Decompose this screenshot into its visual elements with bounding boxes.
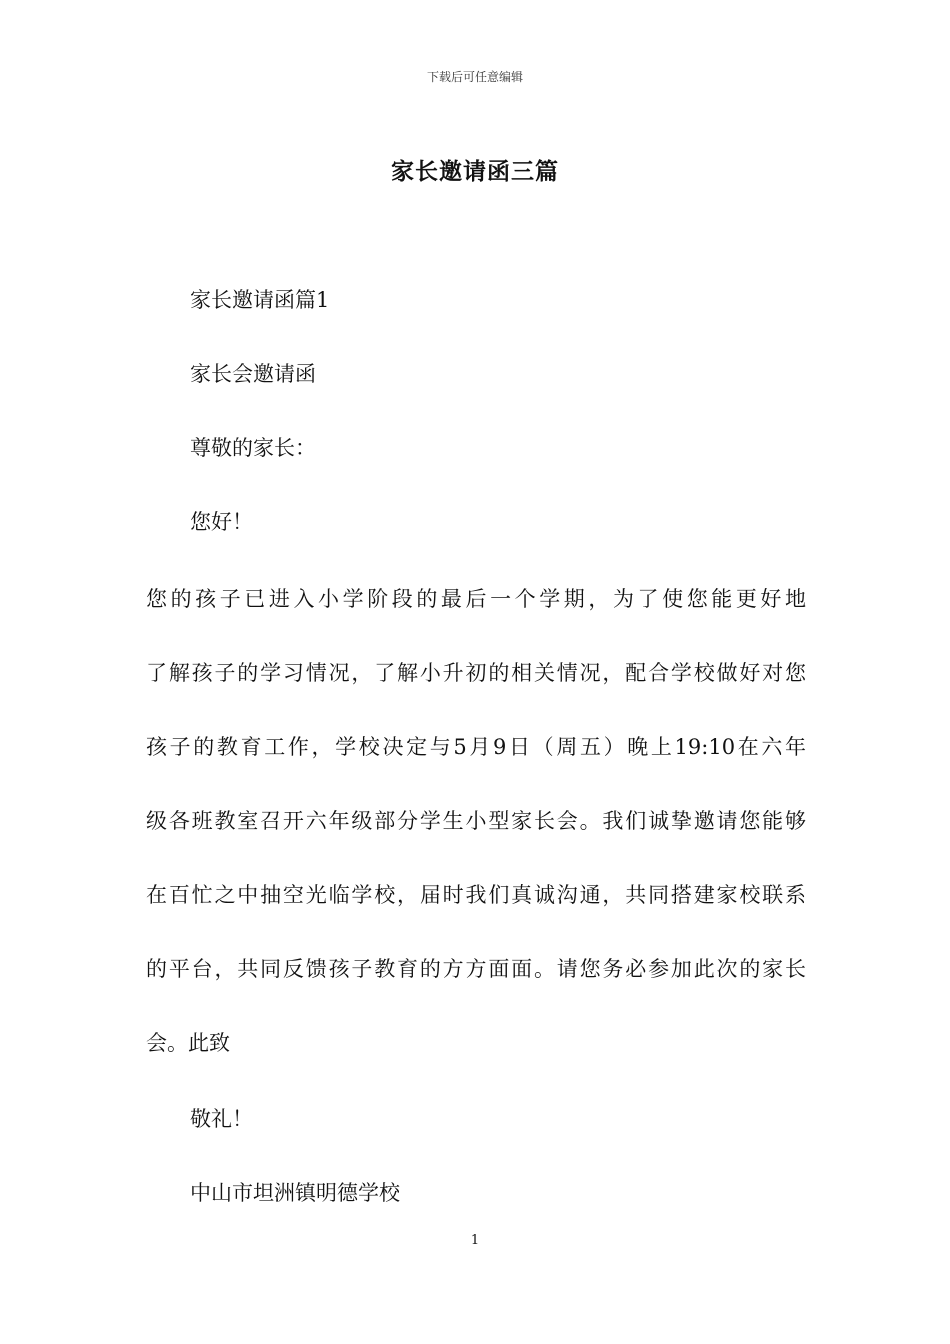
greeting: 您好！ (190, 510, 253, 534)
body-line-2: 了解孩子的学习情况，了解小升初的相关情况，配合学校做好对您 (146, 661, 806, 685)
body-line-5: 在百忙之中抽空光临学校，届时我们真诚沟通，共同搭建家校联系 (146, 883, 806, 907)
salutation: 尊敬的家长： (190, 436, 316, 460)
document-title: 家长邀请函三篇 (391, 158, 559, 185)
body-line-1: 您的孩子已进入小学阶段的最后一个学期，为了使您能更好地 (146, 587, 806, 611)
body-line-4: 级各班教室召开六年级部分学生小型家长会。我们诚挚邀请您能够 (146, 809, 806, 833)
body-line-7: 会。此致 (146, 1031, 230, 1055)
signature: 中山市坦洲镇明德学校 (190, 1181, 400, 1205)
closing: 敬礼！ (190, 1107, 253, 1131)
header-note: 下载后可任意编辑 (426, 70, 523, 84)
letter-title: 家长会邀请函 (190, 362, 316, 386)
body-line-6: 的平台，共同反馈孩子教育的方方面面。请您务必参加此次的家长 (146, 957, 806, 981)
body-line-3: 孩子的教育工作，学校决定与5月9日（周五）晚上19:10在六年 (146, 735, 806, 759)
section-heading: 家长邀请函篇1 (190, 288, 330, 312)
page-number: 1 (470, 1233, 480, 1248)
